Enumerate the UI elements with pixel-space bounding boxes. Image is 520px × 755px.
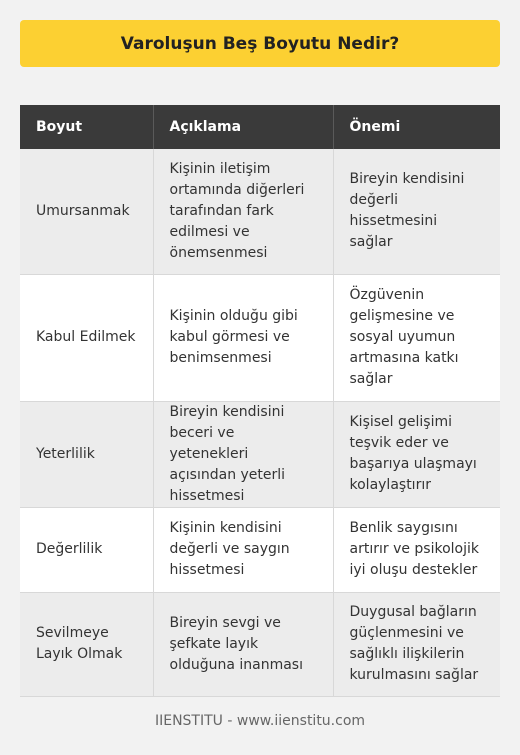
cell-onemi: Özgüvenin gelişmesine ve sosyal uyumun artmasına katkı sağlar bbox=[333, 274, 500, 401]
cell-onemi: Benlik saygısını artırır ve psikolojik iyi oluşu destekler bbox=[333, 507, 500, 592]
header-onemi: Önemi bbox=[333, 105, 500, 149]
title-banner bbox=[20, 20, 500, 67]
table-header-row bbox=[20, 105, 500, 149]
cell-onemi: Duygusal bağların güçlenmesini ve sağlıklı ilişkilerin kurulmasını sağlar bbox=[333, 592, 500, 696]
table-row bbox=[20, 592, 500, 696]
cell-boyut: Kabul Edilmek bbox=[20, 274, 153, 401]
footer-credit: IIENSTITU - www.iienstitu.com bbox=[154, 713, 366, 729]
cell-boyut: Umursanmak bbox=[20, 149, 153, 274]
cell-aciklama: Bireyin sevgi ve şefkate layık olduğuna inanması bbox=[153, 592, 333, 696]
cell-aciklama: Kişinin olduğu gibi kabul görmesi ve benimsenmesi bbox=[153, 274, 333, 401]
cell-boyut: Yeterlilik bbox=[20, 401, 153, 507]
cell-aciklama: Bireyin kendisini beceri ve yetenekleri açısından yeterli hissetmesi bbox=[153, 401, 333, 507]
cell-onemi: Kişisel gelişimi teşvik eder ve başarıya ulaşmayı kolaylaştırır bbox=[333, 401, 500, 507]
header-aciklama: Açıklama bbox=[153, 105, 333, 149]
table-row bbox=[20, 149, 500, 274]
table-row bbox=[20, 274, 500, 401]
page-title: Varoluşun Beş Boyutu Nedir? bbox=[120, 33, 400, 54]
dimensions-table bbox=[20, 105, 500, 697]
header-boyut: Boyut bbox=[20, 105, 153, 149]
cell-onemi: Bireyin kendisini değerli hissetmesini sağlar bbox=[333, 149, 500, 274]
table-row bbox=[20, 507, 500, 592]
cell-aciklama: Kişinin iletişim ortamında diğerleri tarafından fark edilmesi ve önemsenmesi bbox=[153, 149, 333, 274]
cell-boyut: Değerlilik bbox=[20, 507, 153, 592]
cell-boyut: Sevilmeye Layık Olmak bbox=[20, 592, 153, 696]
table-row bbox=[20, 401, 500, 507]
cell-aciklama: Kişinin kendisini değerli ve saygın hissetmesi bbox=[153, 507, 333, 592]
